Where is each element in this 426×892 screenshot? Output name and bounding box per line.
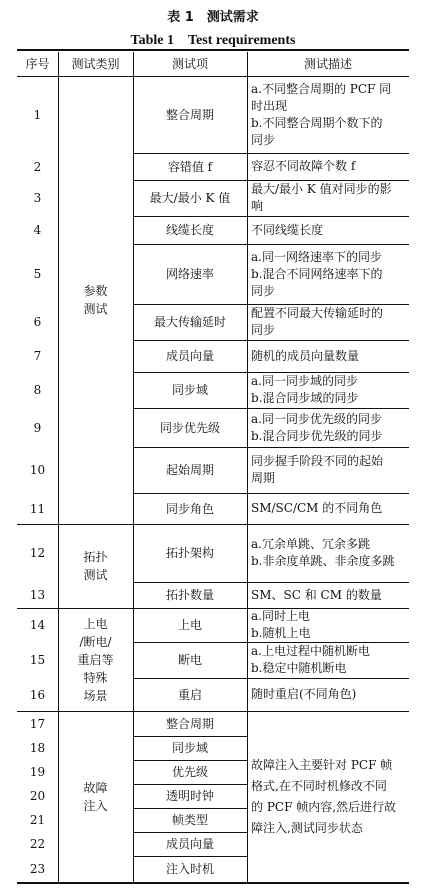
row-number: 7 bbox=[33, 349, 42, 363]
test-item: 同步域 bbox=[171, 741, 208, 755]
test-description bbox=[251, 153, 407, 180]
category-line: /断电/ bbox=[79, 634, 112, 649]
description-line: 格式,在不同时机修改不同 bbox=[251, 778, 387, 793]
test-item: 断电 bbox=[177, 653, 202, 667]
row-number: 11 bbox=[29, 501, 46, 516]
test-item: 网络速率 bbox=[165, 267, 214, 281]
description-line: 不同线缆长度 bbox=[251, 222, 324, 237]
description-line: 容忍不同故障个数 f bbox=[251, 159, 356, 173]
test-item: 拓扑数量 bbox=[165, 588, 214, 602]
test-description bbox=[251, 408, 407, 447]
category-line: 故障 bbox=[83, 780, 108, 795]
column-divider bbox=[247, 52, 248, 882]
description-line: a.同一网络速率下的同步 bbox=[251, 249, 382, 264]
description-line: 时出现 bbox=[251, 98, 288, 113]
category-line: 上电 bbox=[83, 616, 108, 631]
category-line: 重启等 bbox=[77, 652, 114, 667]
description-line: b.稳定中随机断电 bbox=[251, 661, 347, 675]
row-number: 20 bbox=[29, 789, 46, 803]
description-line: 周期 bbox=[251, 471, 276, 485]
description-line: 随机的成员向量数量 bbox=[251, 348, 360, 363]
category-line: 注入 bbox=[83, 798, 108, 813]
test-item: 同步域 bbox=[171, 383, 208, 397]
description-line: 最大/最小 K 值对同步的影 bbox=[251, 182, 392, 196]
table-caption-en: Table 1 Test requirements bbox=[130, 33, 296, 48]
category-line: 场景 bbox=[83, 688, 108, 703]
test-description bbox=[251, 304, 407, 340]
row-number: 12 bbox=[29, 546, 46, 560]
test-item: 注入时机 bbox=[165, 862, 214, 876]
header-cell: 序号 bbox=[25, 57, 50, 71]
test-description bbox=[251, 524, 407, 582]
description-line: b.非余度单跳、非余度多跳 bbox=[251, 554, 395, 568]
row-number: 1 bbox=[33, 107, 42, 122]
row-number: 8 bbox=[33, 383, 42, 397]
description-line: 配置不同最大传输延时的 bbox=[251, 306, 384, 320]
category-line: 拓扑 bbox=[83, 550, 108, 564]
test-description bbox=[251, 244, 407, 304]
test-item: 容错值 f bbox=[167, 159, 213, 174]
description-line: SM、SC 和 CM 的数量 bbox=[251, 587, 382, 602]
category-line: 测试 bbox=[83, 568, 108, 582]
test-category bbox=[58, 608, 133, 711]
test-item: 成员向量 bbox=[165, 837, 214, 851]
category-line: 参数 bbox=[83, 284, 108, 298]
row-number: 23 bbox=[29, 862, 46, 876]
description-line: 的 PCF 帧内容,然后进行故 bbox=[251, 799, 397, 814]
test-description bbox=[251, 642, 407, 678]
test-description bbox=[251, 76, 407, 153]
row-number: 19 bbox=[29, 765, 46, 779]
description-line: a.同一同步域的同步 bbox=[251, 374, 358, 388]
test-item: 起始周期 bbox=[165, 463, 214, 477]
row-number: 6 bbox=[33, 315, 42, 329]
test-description bbox=[251, 372, 407, 408]
test-item: 重启 bbox=[177, 687, 202, 702]
row-number: 17 bbox=[29, 716, 46, 731]
test-item: 同步优先级 bbox=[159, 420, 220, 435]
row-number: 21 bbox=[29, 813, 46, 827]
header-cell: 测试描述 bbox=[303, 57, 352, 71]
test-item: 拓扑架构 bbox=[165, 546, 214, 560]
test-item: 最大传输延时 bbox=[153, 315, 226, 329]
row-number: 13 bbox=[29, 588, 46, 602]
description-line: 同步 bbox=[251, 323, 276, 337]
description-line: b.混合同步优先级的同步 bbox=[251, 428, 383, 443]
test-category bbox=[58, 76, 133, 524]
row-number: 10 bbox=[29, 463, 46, 477]
description-line: b.随机上电 bbox=[251, 626, 311, 640]
row-number: 4 bbox=[33, 223, 42, 237]
description-line: b.混合不同网络速率下的 bbox=[251, 266, 383, 281]
test-item: 同步角色 bbox=[165, 501, 214, 516]
test-item: 成员向量 bbox=[165, 349, 214, 363]
test-description bbox=[251, 447, 407, 493]
test-item: 帧类型 bbox=[171, 813, 208, 827]
description-line: 故障注入主要针对 PCF 帧 bbox=[251, 757, 393, 772]
test-description bbox=[251, 216, 407, 244]
test-description bbox=[251, 493, 407, 524]
test-item: 最大/最小 K 值 bbox=[149, 191, 231, 205]
test-category bbox=[58, 711, 133, 882]
row-number: 15 bbox=[29, 653, 46, 667]
description-line: SM/SC/CM 的不同角色 bbox=[251, 501, 383, 515]
row-number: 3 bbox=[33, 191, 42, 205]
test-description bbox=[251, 608, 407, 642]
description-line: b.不同整合周期个数下的 bbox=[251, 115, 383, 130]
test-item: 优先级 bbox=[171, 765, 208, 779]
row-number: 16 bbox=[29, 687, 46, 702]
category-line: 测试 bbox=[83, 302, 108, 316]
test-description bbox=[251, 582, 407, 608]
header-cell: 测试项 bbox=[171, 57, 208, 71]
description-line: 随时重启(不同角色) bbox=[251, 687, 357, 701]
description-line: 障注入,测试同步状态 bbox=[251, 820, 363, 835]
bottom-rule bbox=[17, 882, 409, 884]
description-line: 同步 bbox=[251, 283, 276, 298]
test-item: 上电 bbox=[177, 618, 202, 632]
description-line: a.冗余单跳、冗余多跳 bbox=[251, 537, 370, 551]
row-number: 14 bbox=[29, 618, 46, 632]
description-line: a.上电过程中随机断电 bbox=[251, 644, 370, 658]
description-line: a.同一同步优先级的同步 bbox=[251, 411, 382, 426]
test-item: 整合周期 bbox=[165, 716, 214, 731]
row-number: 2 bbox=[33, 159, 42, 174]
description-line: b.混合同步域的同步 bbox=[251, 391, 359, 405]
test-item: 整合周期 bbox=[165, 107, 214, 122]
top-rule bbox=[17, 49, 409, 51]
test-description bbox=[251, 678, 407, 711]
description-line: 同步握手阶段不同的起始 bbox=[251, 454, 384, 468]
test-description bbox=[251, 180, 407, 216]
test-description bbox=[251, 340, 407, 372]
description-line: 同步 bbox=[251, 132, 276, 147]
description-line: 响 bbox=[251, 199, 264, 213]
description-line: a.同时上电 bbox=[251, 609, 310, 623]
test-item: 透明时钟 bbox=[165, 789, 214, 803]
row-number: 5 bbox=[33, 267, 42, 281]
header-cell: 测试类别 bbox=[71, 57, 120, 71]
test-item: 线缆长度 bbox=[165, 223, 214, 237]
category-line: 特殊 bbox=[83, 670, 108, 685]
fault-injection-description bbox=[251, 711, 407, 882]
table-caption-cn: 表 1 测试需求 bbox=[167, 10, 259, 25]
description-line: a.不同整合周期的 PCF 同 bbox=[251, 81, 392, 96]
row-number: 9 bbox=[33, 420, 42, 435]
row-number: 22 bbox=[29, 837, 46, 851]
row-number: 18 bbox=[29, 741, 46, 755]
test-category bbox=[58, 524, 133, 608]
